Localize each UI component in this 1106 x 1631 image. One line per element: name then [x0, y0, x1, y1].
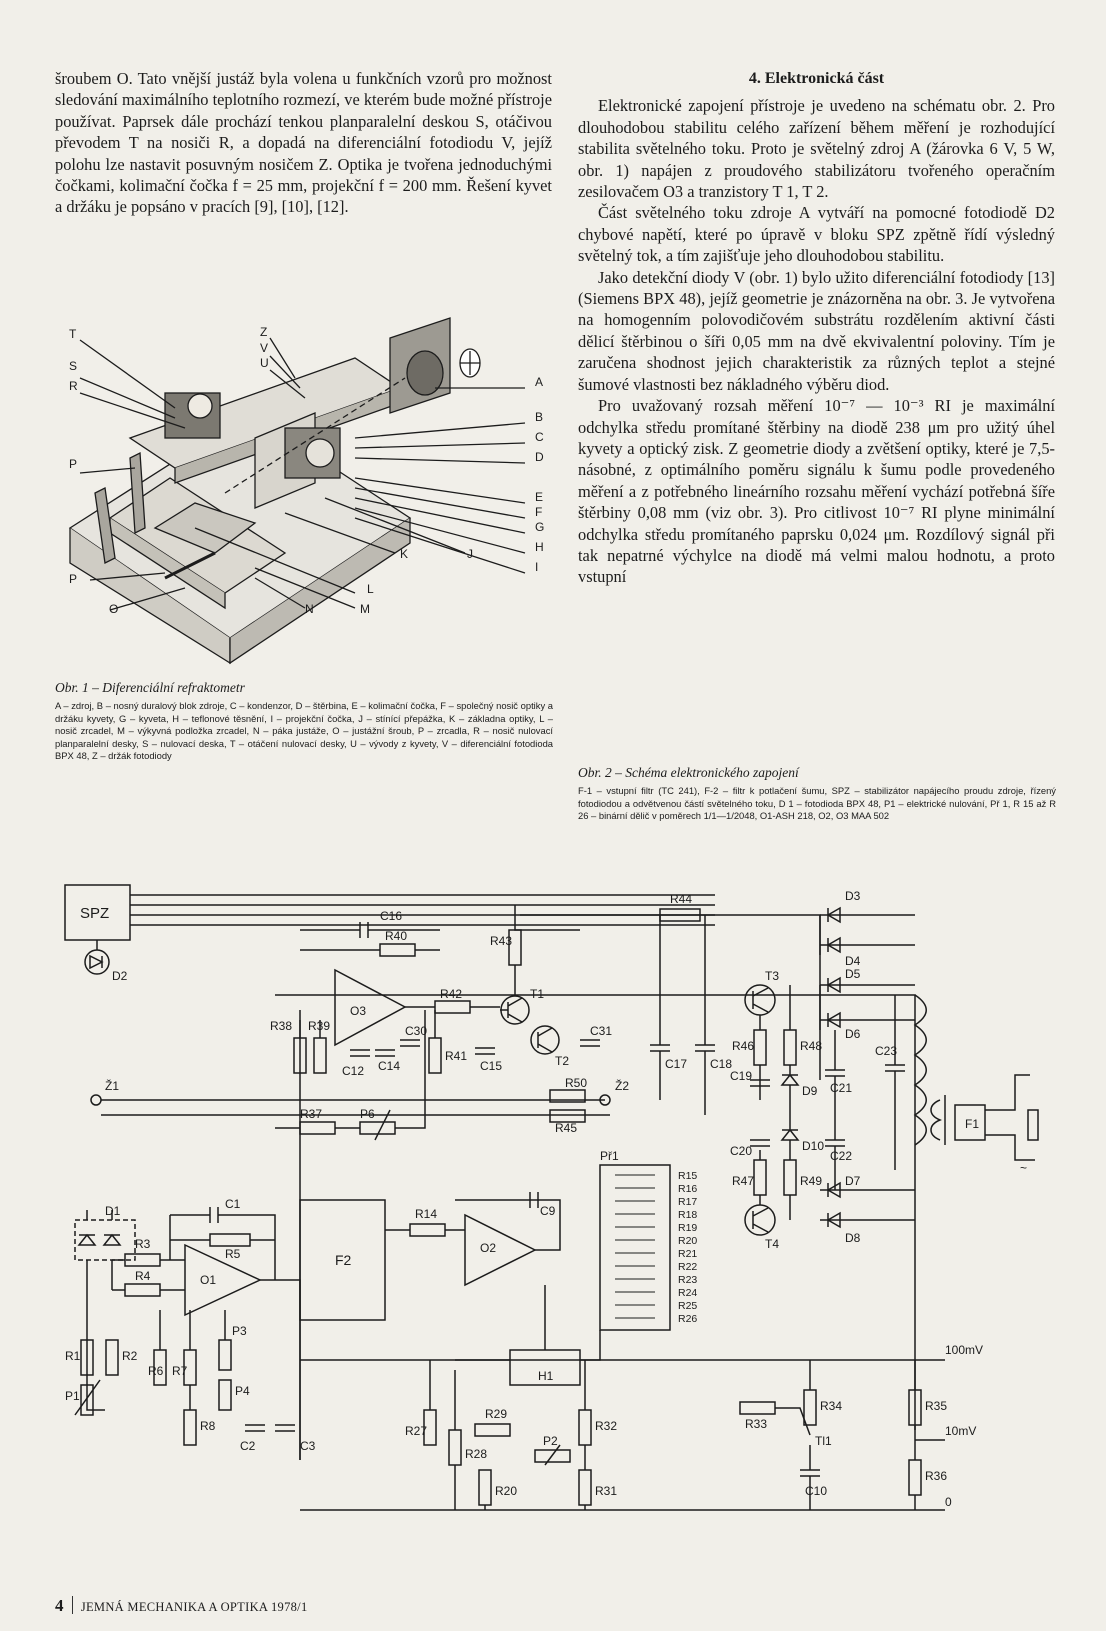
fig2-label-tl1: Tl1	[815, 1434, 832, 1448]
fig2-label-z1: Ž1	[105, 1079, 120, 1093]
fig2-divider-r23: R23	[678, 1274, 698, 1286]
fig2-label-r28: R28	[465, 1447, 488, 1461]
fig2-label-c16: C16	[380, 909, 403, 923]
left-paragraph-1: šroubem O. Tato vnější justáž byla volena u funkčních vzorů pro možnost sledování maximálního teplotního rozmezí, ve kterém bude možné přístroje používat. Paprsek dále prochází tenkou planparalelní deskou S, otáčivou převodem T na nosiči R, a dopadá na diferenciální fotodiodu V, jejíž polohu lze nastavit posuvným nosičem Z. Optika je tvořena jednoduchými čočkami, kolimační čočka f = 25 mm, projekční f = 200 mm. Řešení kyvet a držáku je popsáno v pracích [9], [10], [12].	[55, 69, 552, 217]
fig2-label-r8: R8	[200, 1419, 216, 1433]
fig1-label-b: B	[535, 410, 544, 424]
fig2-label-d10: D10	[802, 1139, 825, 1153]
fig2-label-r43: R43	[490, 934, 513, 948]
figure-1-drawing	[55, 318, 555, 658]
fig2-label-10mv: 10mV	[945, 1424, 977, 1438]
fig2-label-c19: C19	[730, 1069, 753, 1083]
fig2-label-pr1: Př1	[600, 1149, 619, 1163]
fig1-label-k: K	[400, 547, 409, 561]
fig2-label-d4: D4	[845, 954, 861, 968]
fig2-divider-r26: R26	[678, 1313, 698, 1325]
right-column	[578, 68, 1055, 588]
fig2-label-f2: F2	[335, 1252, 352, 1268]
page-number: 4	[55, 1596, 64, 1615]
fig1-label-l: L	[367, 582, 374, 596]
fig1-label-p-bottom: P	[69, 572, 78, 586]
fig2-label-t1: T1	[530, 987, 545, 1001]
fig2-label-d7: D7	[845, 1174, 861, 1188]
fig1-label-i: I	[535, 560, 539, 574]
fig2-label-r49: R49	[800, 1174, 823, 1188]
fig2-divider-r22: R22	[678, 1261, 698, 1273]
fig2-label-c23: C23	[875, 1044, 898, 1058]
fig2-label-c3: C3	[300, 1439, 316, 1453]
fig1-label-e: E	[535, 490, 544, 504]
fig1-label-m: M	[360, 602, 370, 616]
fig1-label-f: F	[535, 505, 543, 519]
fig2-label-d6: D6	[845, 1027, 861, 1041]
fig2-label-r6: R6	[148, 1364, 164, 1378]
fig2-label-o1: O1	[200, 1273, 217, 1287]
fig2-label-c15: C15	[480, 1059, 503, 1073]
figure-2-caption	[578, 765, 1056, 823]
fig2-label-c1: C1	[225, 1197, 241, 1211]
fig2-label-c9: C9	[540, 1204, 556, 1218]
fig2-label-p4: P4	[235, 1384, 250, 1398]
fig2-label-r34: R34	[820, 1399, 843, 1413]
fig2-label-o2: O2	[480, 1241, 497, 1255]
fig2-label-r44: R44	[670, 892, 693, 906]
footer-divider	[72, 1596, 73, 1614]
fig1-label-a: A	[535, 375, 544, 389]
fig2-label-p3: P3	[232, 1324, 247, 1338]
fig2-label-d8: D8	[845, 1231, 861, 1245]
fig2-label-r42: R42	[440, 987, 463, 1001]
fig2-label-c17: C17	[665, 1057, 688, 1071]
fig2-label-d5: D5	[845, 967, 861, 981]
fig2-label-r37: R37	[300, 1107, 323, 1121]
fig1-label-u: U	[260, 356, 269, 370]
fig2-label-p2: P2	[543, 1434, 558, 1448]
figure-1-caption-text: A – zdroj, B – nosný duralový blok zdroje, C – kondenzor, D – štěrbina, E – kolimační čočka, F – společný nosič optiky a držáku kyvety, G – kyveta, H – teflonové těsnění, I – projekční čočka, J – stínící přepážka, K – základna optiky, L – nosič zrcadel, M – výkyvná podložka zrcadel, N – páka justáže, O – justážní šroub, P – zrcadla, R – nosič nulovací planparalelní desky, S – nulovací deska, T – otáčení nulovací desky, U – vývody z kyvety, V – diferenciální fotodioda BPX 48, Z – držák fotodiody	[55, 700, 553, 762]
fig1-label-z: Z	[260, 325, 268, 339]
fig2-label-f1: F1	[965, 1117, 980, 1131]
fig2-label-c14: C14	[378, 1059, 401, 1073]
fig1-label-r: R	[69, 379, 78, 393]
fig2-label-p6: P6	[360, 1107, 375, 1121]
fig1-label-h: H	[535, 540, 544, 554]
left-column	[55, 68, 552, 218]
fig2-label-c21: C21	[830, 1081, 853, 1095]
fig2-label-r3: R3	[135, 1237, 151, 1251]
figure-1-caption-title: Obr. 1 – Diferenciální refraktometr	[55, 680, 245, 695]
fig1-label-p-top: P	[69, 457, 78, 471]
journal-title: JEMNÁ MECHANIKA A OPTIKA 1978/1	[80, 1600, 308, 1614]
fig1-label-o: O	[109, 602, 119, 616]
fig2-label-p1: P1	[65, 1389, 80, 1403]
fig2-label-r32: R32	[595, 1419, 618, 1433]
fig2-label-r4: R4	[135, 1269, 151, 1283]
fig2-label-0: 0	[945, 1495, 952, 1509]
fig2-label-r45: R45	[555, 1121, 578, 1135]
fig2-label-z2: Ž2	[615, 1079, 630, 1093]
section-title: 4. Elektronická část	[748, 70, 885, 87]
fig2-label-r1: R1	[65, 1349, 81, 1363]
fig2-label-r38: R38	[270, 1019, 293, 1033]
fig2-label-r39: R39	[308, 1019, 331, 1033]
page-footer	[55, 1596, 308, 1616]
fig2-label-t3: T3	[765, 969, 780, 983]
fig2-label-r35: R35	[925, 1399, 948, 1413]
fig2-divider-r24: R24	[678, 1287, 698, 1299]
fig2-label-r7: R7	[172, 1364, 188, 1378]
fig1-label-c: C	[535, 430, 544, 444]
fig1-label-t: T	[69, 327, 77, 341]
fig2-label-r14: R14	[415, 1207, 438, 1221]
fig2-label-d3: D3	[845, 889, 861, 903]
fig2-label-r40: R40	[385, 929, 408, 943]
fig2-label-c22: C22	[830, 1149, 853, 1163]
fig2-divider-r19: R19	[678, 1222, 698, 1234]
fig2-label-o3: O3	[350, 1004, 367, 1018]
fig2-label-c18: C18	[710, 1057, 733, 1071]
fig2-label-r29: R29	[485, 1407, 508, 1421]
fig2-label-tilde: ~	[1020, 1161, 1028, 1175]
fig2-divider-r16: R16	[678, 1183, 698, 1195]
fig2-label-spz: SPZ	[80, 905, 110, 922]
right-paragraph-4: Pro uvažovaný rozsah měření 10⁻⁷ — 10⁻³ RI je maximální odchylka středu promítané štěrbiny na diodě 238 μm pro užitý úhel kyvety a optický zisk. Z geometrie diody a zvětšení optiky, které je 7,5-násobné, z optimálního poměru signálu k šumu podle provedeného měření a z potřebného lineárního rozsahu měření vychází potřebná šíře štěrbiny 0,08 mm (viz obr. 3). Pro citlivost 10⁻⁷ RI plyne minimální odchylka středu promítaného paprsku 0,024 μm. Rozdílový signál při tak nepatrné výchylce na diodě má velmi malou hodnotu, a proto vstupní	[578, 396, 1055, 587]
fig2-divider-r15: R15	[678, 1170, 698, 1182]
fig2-label-r33: R33	[745, 1417, 768, 1431]
right-paragraph-1: Elektronické zapojení přístroje je uvedeno na schématu obr. 2. Pro dlouhodobou stabilitu celého zařízení během měření je rozhodující stabilita světelného toku. Proto je světelný zdroj A (žárovka 6 V, 5 W, obr. 1) napájen z proudového stabilizátoru tvořeného operačním zesilovačem O3 a tranzistory T 1, T 2.	[578, 96, 1055, 202]
fig1-label-n: N	[305, 602, 314, 616]
fig1-label-d: D	[535, 450, 544, 464]
fig2-label-d1: D1	[105, 1204, 121, 1218]
fig2-label-c10: C10	[805, 1484, 828, 1498]
fig2-label-c31: C31	[590, 1024, 613, 1038]
fig2-label-r31: R31	[595, 1484, 618, 1498]
fig2-label-t4: T4	[765, 1237, 780, 1251]
fig2-label-t2: T2	[555, 1054, 570, 1068]
figure-2-schematic	[60, 870, 1060, 1570]
fig2-divider-r17: R17	[678, 1196, 698, 1208]
fig2-label-r48: R48	[800, 1039, 823, 1053]
figure-1-caption	[55, 680, 553, 763]
fig2-label-d2: D2	[112, 969, 128, 983]
fig2-label-c20: C20	[730, 1144, 753, 1158]
fig2-label-d9: D9	[802, 1084, 818, 1098]
fig2-label-r27: R27	[405, 1424, 428, 1438]
fig1-label-s: S	[69, 359, 78, 373]
fig2-label-r50: R50	[565, 1076, 588, 1090]
figure-2-caption-title: Obr. 2 – Schéma elektronického zapojení	[578, 765, 799, 780]
fig2-label-r47: R47	[732, 1174, 755, 1188]
fig2-label-c12: C12	[342, 1064, 365, 1078]
right-paragraph-3: Jako detekční diody V (obr. 1) bylo užito diferenciální fotodiody [13] (Siemens BPX 48), jejíž geometrie je znázorněna na obr. 3. Je vytvořena na homogenním polovodičovém substrátu rozdělením aktivní části dělicí štěrbinou o šíři 0,05 mm na dvě ekvivalentní poloviny. Tím je zaručena shodnost jejich charakteristik za různých teplot a stejné šumové vlastnosti bez nákladného výběru diod.	[578, 267, 1055, 394]
fig2-label-r20: R20	[495, 1484, 518, 1498]
figure-2-caption-text: F-1 – vstupní filtr (TC 241), F-2 – filtr k potlačení šumu, SPZ – stabilizátor napájecího proudu zdroje, řízený fotodiodou a odvětvenou částí světelného toku, D 1 – fotodioda BPX 48, P1 – elektrické nulování, Př 1, R 15 až R 26 – binární dělič v poměrech 1/1—1/2048, O1-ASH 218, O2, O3 MAA 502	[578, 785, 1056, 822]
fig2-label-100mv: 100mV	[945, 1343, 984, 1357]
fig2-divider-r25: R25	[678, 1300, 698, 1312]
fig2-divider-r20: R20	[678, 1235, 698, 1247]
right-paragraph-2: Část světelného toku zdroje A vytváří na pomocné fotodiodě D2 chybové napětí, které po úpravě v bloku SPZ zpětně řídí výsledný světelný tok, a tím zajišťuje jeho dlouhodobou stabilitu.	[578, 203, 1055, 266]
fig2-divider-r18: R18	[678, 1209, 698, 1221]
fig2-label-h1: H1	[538, 1369, 554, 1383]
fig2-label-c30: C30	[405, 1024, 428, 1038]
fig2-label-r46: R46	[732, 1039, 755, 1053]
fig1-label-v: V	[260, 341, 269, 355]
fig2-label-c2: C2	[240, 1439, 256, 1453]
fig2-divider-r21: R21	[678, 1248, 698, 1260]
fig1-label-j: J	[467, 547, 473, 561]
fig2-label-r36: R36	[925, 1469, 948, 1483]
fig1-label-g: G	[535, 520, 545, 534]
fig2-label-r5: R5	[225, 1247, 241, 1261]
fig2-label-r41: R41	[445, 1049, 468, 1063]
fig2-label-r2: R2	[122, 1349, 138, 1363]
